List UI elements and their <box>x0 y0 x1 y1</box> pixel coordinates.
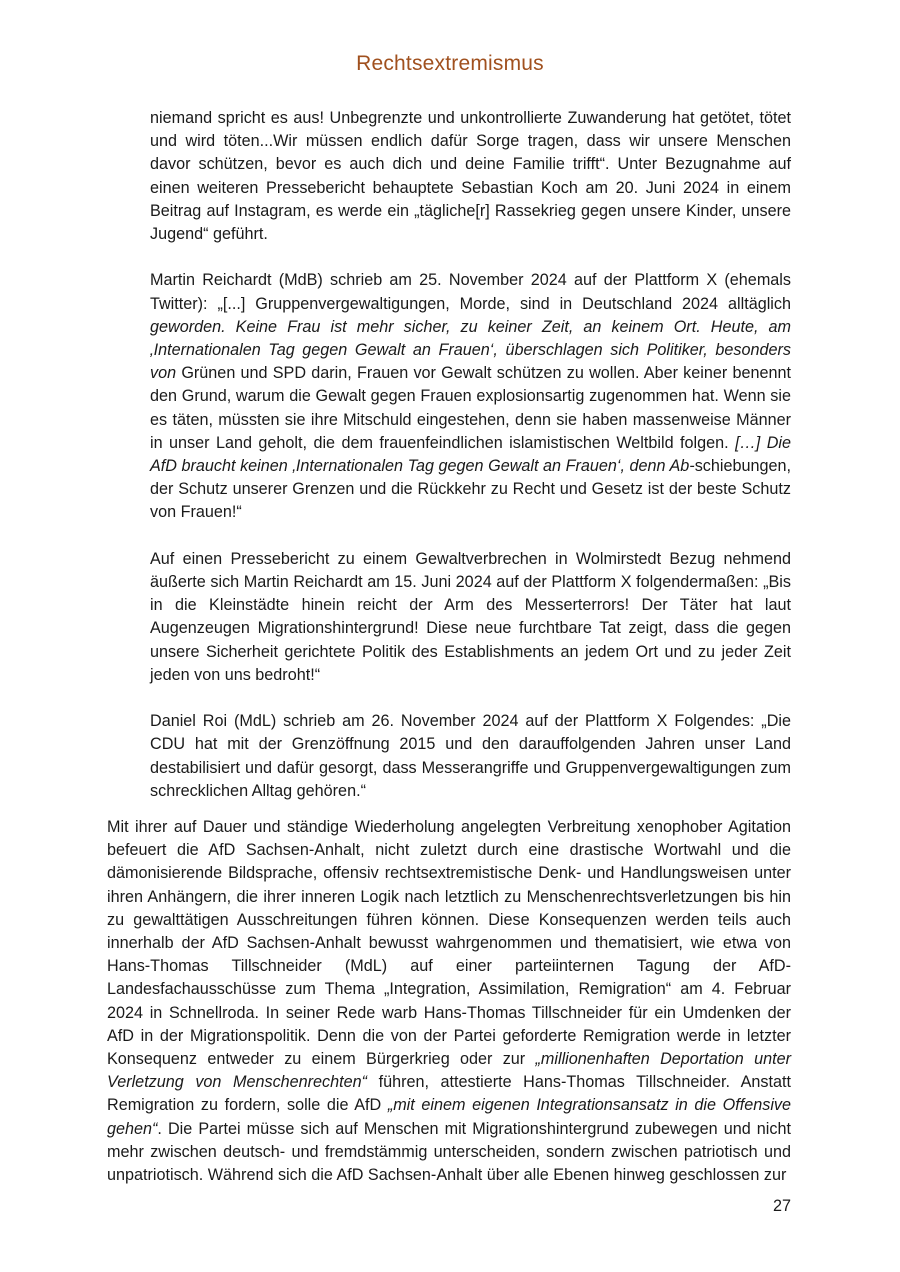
page-number: 27 <box>772 1197 791 1215</box>
italic-text-segment: „millionenhaften Deportation unter Verletzung von Menschenrechten“ <box>107 1050 791 1092</box>
text-segment: Mit ihrer auf Dauer und ständige Wiederholung angelegten Verbreitung xenophober Agitation befeuert die AfD Sachsen-Anhalt, nicht zuletzt durch eine drastische Wortwahl und die dämonisierende Bildsprache, offensiv rechtsextremistische Denk- und Handlungsweisen unter ihren Anhängern, die ihrer inneren Logik nach letztlich zu Menschenrechtsverletzungen bis hin zu gewalttätigen Ausschreitungen führen können. Diese Konsequenzen werden teils auch innerhalb der AfD Sachsen-Anhalt bewusst wahrgenommen und thematisiert, wie etwa von Hans-Thomas Tillschneider (MdL) auf einer parteiinternen Tagung der AfD-Landesfachausschüsse zum Thema „Integration, Assimilation, Remigration“ am 4. Februar 2024 in Schnellroda. In seiner Rede warb Hans-Thomas Tillschneider für ein Umdenken der AfD in der Migrationspolitik. Denn die von der Partei geforderte Remigration werde in letzter Konsequenz entweder zu einem Bürgerkrieg oder zur <box>107 818 791 1069</box>
text-segment: niemand spricht es aus! Unbegrenzte und unkontrollierte Zuwanderung hat getötet, tötet und wird töten...Wir müssen endlich dafür Sorge tragen, dass wir unsere Menschen davor schützen, bevor es auch dich und deine Familie trifft“. Unter Bezugnahme auf einen weiteren Pressebericht behauptete Sebastian Koch am 20. Juni 2024 in einem Beitrag auf Instagram, es werde ein „tägliche[r] Rassekrieg gegen unsere Kinder, unsere Jugend“ geführt. <box>150 109 791 244</box>
quoted-statements-block <box>150 107 791 826</box>
quote-paragraph-roi <box>150 710 791 803</box>
text-segment: führen, attestierte Hans-Thomas Tillschneider. Anstatt Remigration zu fordern, solle die AfD <box>107 1073 791 1115</box>
page-title: Rechtsextremismus <box>356 52 544 75</box>
quote-paragraph-koch <box>150 107 791 246</box>
text-segment: schiebungen, der Schutz unserer Grenzen und die Rückkehr zu Recht und Gesetz ist der beste Schutz von Frauen!“ <box>150 457 791 522</box>
text-segment: Grünen und SPD darin, Frauen vor Gewalt schützen zu wollen. Aber keiner benennt den Grund, warum die Gewalt gegen Frauen explosionsartig zugenommen hat. Wenn sie es täten, müssten sie ihre Mitschuld eingestehen, denn sie haben massenweise Männer in unser Land geholt, die dem frauenfeindlichen islamistischen Weltbild folgen. <box>150 364 791 452</box>
quote-paragraph-reichardt-nov <box>150 269 791 524</box>
italic-text-segment: […] Die AfD braucht keinen ‚Internationalen Tag gegen Gewalt an Frauen‘, denn Ab- <box>150 433 791 476</box>
text-segment: Martin Reichardt (MdB) schrieb am 25. November 2024 auf der Plattform X (ehemals Twitter): „[...] Gruppenvergewaltigungen, Morde, sind in Deutschland 2024 alltäglich <box>150 271 791 313</box>
text-segment: . Die Partei müsse sich auf Menschen mit Migrationshintergrund zubewegen und nicht mehr zwischen deutsch- und fremdstämmig unterscheiden, sondern zwischen patriotisch und unpatriotisch. Während sich die AfD Sachsen-Anhalt über alle Ebenen hinweg geschlossen zur <box>107 1119 791 1185</box>
italic-text-segment: geworden. Keine Frau ist mehr sicher, zu keiner Zeit, an keinem Ort. Heute, am ‚Internationalen Tag gegen Gewalt an Frauen‘, überschlagen sich Politiker, besonders von <box>150 317 791 383</box>
text-segment: Daniel Roi (MdL) schrieb am 26. November 2024 auf der Plattform X Folgendes: „Die CDU hat mit der Grenzöffnung 2015 und den darauffolgenden Jahren unser Land destabilisiert und dafür gesorgt, dass Messerangriffe und Gruppenvergewaltigungen zum schrecklichen Alltag gehören.“ <box>150 712 791 800</box>
italic-text-segment: „mit einem eigenen Integrationsansatz in die Offensive gehen“ <box>107 1096 792 1138</box>
body-paragraph <box>107 816 791 1187</box>
text-segment: Auf einen Pressebericht zu einem Gewaltverbrechen in Wolmirstedt Bezug nehmend äußerte sich Martin Reichardt am 15. Juni 2024 auf der Plattform X folgendermaßen: „Bis in die Kleinstädte hinein reicht der Arm des Messerterrors! Der Täter hat laut Augenzeugen Migrationshintergrund! Diese neue furchtbare Tat zeigt, dass die gegen unsere Sicherheit gerichtete Politik des Establishments an jedem Ort und zu jeder Zeit jeden von uns bedroht!“ <box>150 549 791 684</box>
quote-paragraph-reichardt-jun <box>150 548 791 687</box>
body-text-block <box>107 816 791 1187</box>
